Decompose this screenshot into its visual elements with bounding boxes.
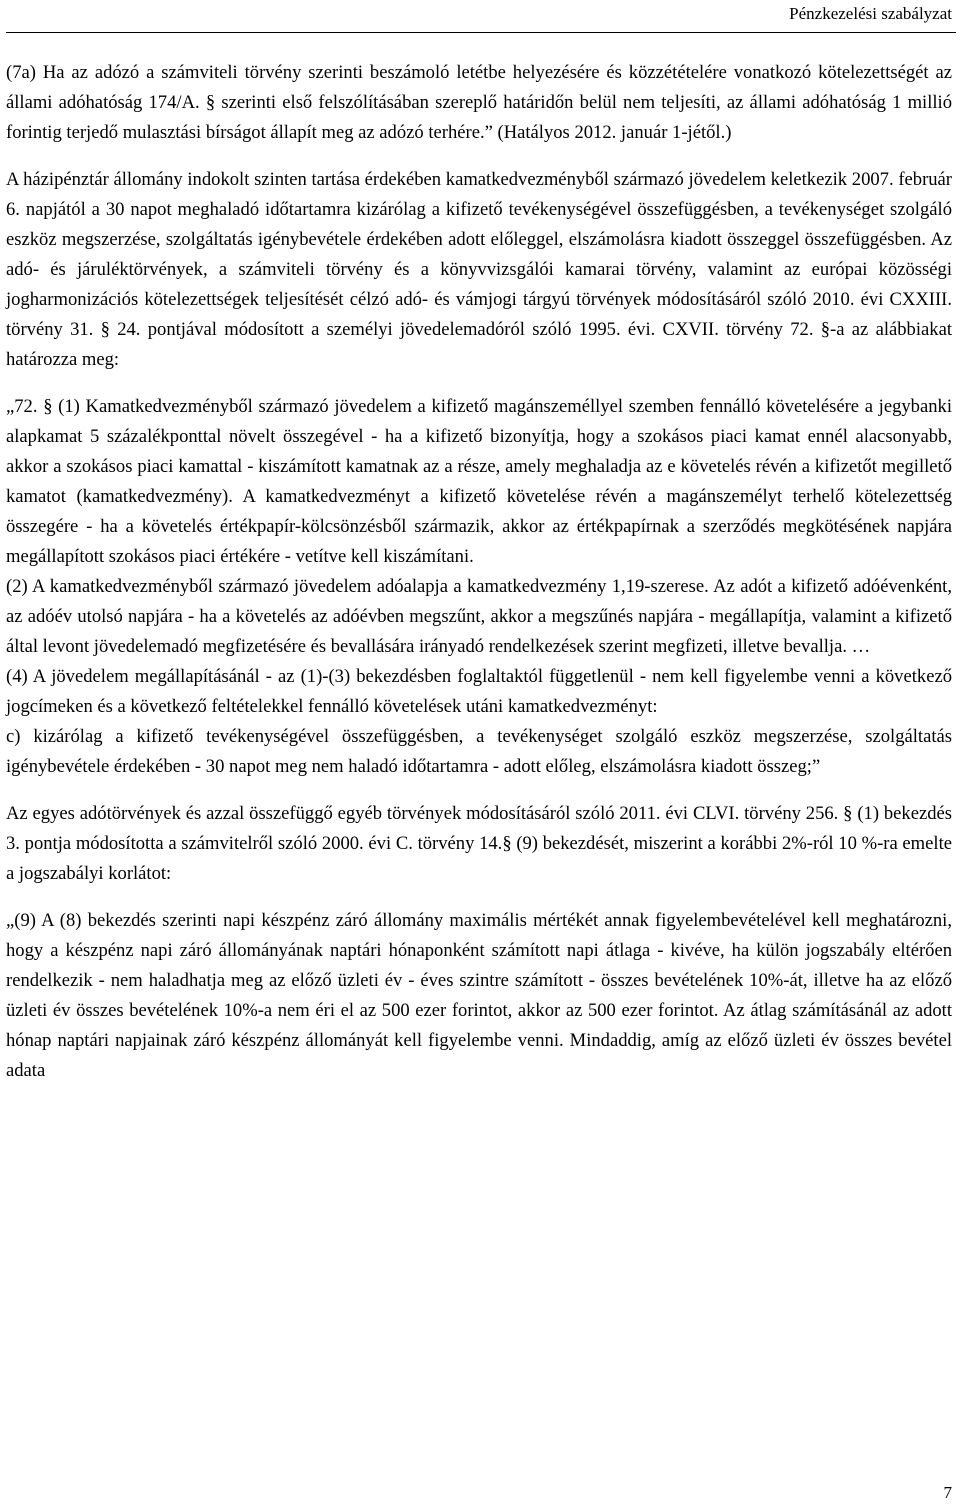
paragraph-gap (6, 375, 952, 392)
page-number: 7 (943, 1483, 952, 1502)
paragraph-72-2: (2) A kamatkedvezményből származó jövedelem adóalapja a kamatkedvezmény 1,19-szerese. Az adót a kifizető adóévenként, az adóév utolsó napjára - ha a követelés az adóévben megszűnt, akkor a megszűnés napjára - megállapítja, valamint a kifizető által levont jövedelemadó megfizetésére és bevallására irányadó rendelkezések szerint megfizeti, illetve bevallja. … (6, 576, 952, 657)
document-body (6, 58, 952, 1086)
paragraph-hazipenztar: A házipénztár állomány indokolt szinten tartása érdekében kamatkedvezményből származó jövedelem keletkezik 2007. február 6. napjától a 30 napot meghaladó időtartamra kizárólag a kifizető tevékenységével összefüggésben, a tevékenységet szolgáló eszköz megszerzése, szolgáltatás igénybevétele érdekében adott előleggel, elszámolásra kiadott összeggel összefüggésben. Az adó- és járuléktörvények, a számviteli törvény és a könyvvizsgálói kamarai törvény, valamint az európai közösségi jogharmonizációs kötelezettségek teljesítését célzó adó- és vámjogi tárgyú törvények módosításáról szóló 2010. évi CXXIII. törvény 31. § 24. pontjával módosított a személyi jövedelemadóról szóló 1995. évi. CXVII. törvény 72. §-a az alábbiakat határozza meg: (6, 169, 952, 370)
paragraph-7a: (7a) Ha az adózó a számviteli törvény szerinti beszámoló letétbe helyezésére és közzétételére vonatkozó kötelezettségét az állami adóhatóság 174/A. § szerinti első felszólításában szereplő határidőn belül nem teljesíti, az állami adóhatóság 1 millió forintig terjedő mulasztási bírságot állapít meg az adózó terhére.” (Hatályos 2012. január 1-jétől.) (6, 62, 952, 143)
header-divider (6, 32, 956, 33)
paragraph-14-9: „(9) A (8) bekezdés szerinti napi készpénz záró állomány maximális mértékét annak figyelembevételével kell meghatározni, hogy a készpénz napi záró állományának naptári hónaponként számított napi átlaga - kivéve, ha külön jogszabály eltérően rendelkezik - nem haladhatja meg az előző üzleti év - éves szintre számított - összes bevételének 10%-át, illetve ha az előző üzleti év összes bevételének 10%-a nem éri el az 500 ezer forintot, akkor az 500 ezer forintot. Az átlag számításánál az adott hónap naptári napjainak záró készpénz állományát kell figyelembe venni. Mindaddig, amíg az előző üzleti év összes bevétel adata (6, 910, 952, 1081)
paragraph-gap (6, 148, 952, 165)
paragraph-2011-clvi: Az egyes adótörvények és azzal összefüggő egyéb törvények módosításáról szóló 2011. évi CLVI. törvény 256. § (1) bekezdés 3. pontja módosította a számvitelről szóló 2000. évi C. törvény 14.§ (9) bekezdését, miszerint a korábbi 2%-ról 10 %-ra emelte a jogszabályi korlátot: (6, 803, 952, 884)
document-title: Pénzkezelési szabályzat (789, 4, 952, 23)
paragraph-gap (6, 782, 952, 799)
paragraph-72-1: „72. § (1) Kamatkedvezményből származó jövedelem a kifizető magánszeméllyel szemben fennálló követelésére a jegybanki alapkamat 5 százalékponttal növelt összegével - ha a kifizető bizonyítja, hogy a szokásos piaci kamat ennél alacsonyabb, akkor a szokásos piaci kamattal - kiszámított kamatnak az a része, amely meghaladja az e követelés révén a kifizetőt megillető kamatot (kamatkedvezmény). A kamatkedvezményt a kifizető követelése révén a magánszemélyt terhelő kötelezettség összegére - ha a követelés értékpapír-kölcsönzésből származik, akkor az értékpapírnak a szerződés megkötésének napjára megállapított szokásos piaci értékére - vetítve kell kiszámítani. (6, 396, 952, 567)
paragraph-72-4: (4) A jövedelem megállapításánál - az (1)-(3) bekezdésben foglaltaktól függetlenül - nem kell figyelembe venni a következő jogcímeken és a következő feltételekkel fennálló követelések utáni kamatkedvezményt: (6, 666, 952, 717)
paragraph-72-4c: c) kizárólag a kifizető tevékenységével összefüggésben, a tevékenységet szolgáló eszköz megszerzése, szolgáltatás igénybevétele érdekében - 30 napot meg nem haladó időtartamra - adott előleg, elszámolásra kiadott összeg;” (6, 726, 952, 777)
paragraph-gap (6, 889, 952, 906)
